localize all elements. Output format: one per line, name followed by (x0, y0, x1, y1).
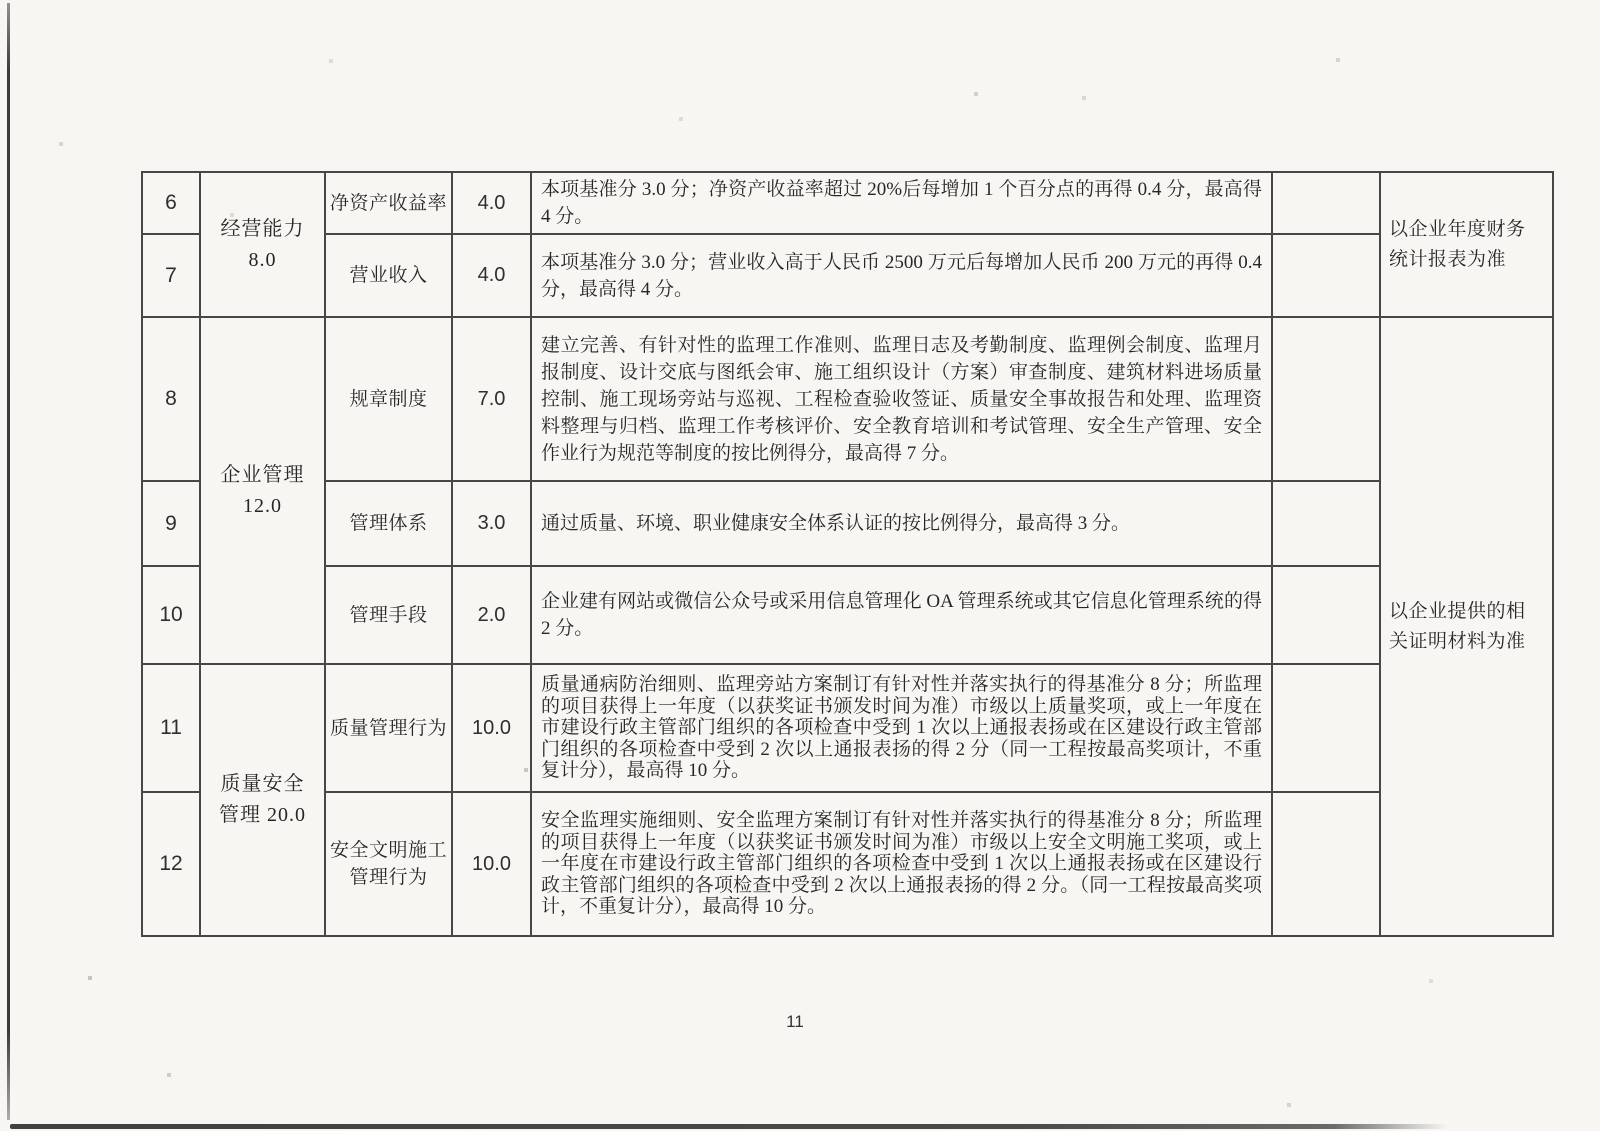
row-number-cell: 6 (142, 172, 200, 234)
score-cell: 4.0 (452, 172, 531, 234)
item-cell: 管理手段 (325, 566, 452, 664)
document-sheet (141, 171, 1554, 937)
category-weight: 8.0 (248, 248, 277, 271)
criteria-cell: 本项基准分 3.0 分；营业收入高于人民币 2500 万元后每增加人民币 200 万元的再得 0.4 分，最高得 4 分。 (531, 234, 1272, 317)
score-entry-cell (1272, 481, 1380, 566)
category-weight: 管理 20.0 (219, 804, 306, 826)
evaluation-table (141, 171, 1554, 937)
remark-cell: 以企业年度财务统计报表为准 (1380, 172, 1553, 317)
score-cell: 3.0 (452, 481, 531, 566)
item-cell: 净资产收益率 (325, 172, 452, 234)
category-label: 企业管理 (220, 463, 305, 486)
item-cell: 规章制度 (325, 317, 452, 481)
category-cell (200, 317, 325, 664)
row-number-cell: 12 (142, 792, 200, 936)
score-entry-cell (1272, 664, 1380, 792)
score-cell: 4.0 (452, 234, 531, 317)
category-cell (200, 664, 325, 936)
score-cell: 10.0 (452, 792, 531, 936)
score-cell: 10.0 (452, 664, 531, 792)
row-number-cell: 7 (142, 234, 200, 317)
table-row (142, 317, 1553, 481)
row-number-cell: 8 (142, 317, 200, 481)
row-number-cell: 11 (142, 664, 200, 792)
criteria-cell: 企业建有网站或微信公众号或采用信息管理化 OA 管理系统或其它信息化管理系统的得 2 分。 (531, 566, 1272, 664)
score-entry-cell (1272, 172, 1380, 234)
criteria-cell: 安全监理实施细则、安全监理方案制订有针对性并落实执行的得基准分 8 分；所监理的项目获得上一年度（以获奖证书颁发时间为准）市级以上安全文明施工奖项，或上一年度在市建设行政主管部门组织的各项检查中受到 1 次以上通报表扬或在区建设行政主管部门组织的各项检查中受到 2 次以上通报表扬的得 2 分。（同一工程按最高奖项计，不重复计分），最高得 10 分。 (531, 792, 1272, 936)
table-row (142, 566, 1553, 664)
row-number-cell: 9 (142, 481, 200, 566)
table-row (142, 234, 1553, 317)
score-cell: 7.0 (452, 317, 531, 481)
criteria-cell: 通过质量、环境、职业健康安全体系认证的按比例得分，最高得 3 分。 (531, 481, 1272, 566)
page-number: 11 (786, 1012, 804, 1031)
criteria-cell: 质量通病防治细则、监理旁站方案制订有针对性并落实执行的得基准分 8 分；所监理的项目获得上一年度（以获奖证书颁发时间为准）市级以上质量奖项，或上一年度在市建设行政主管部门组织的各项检查中受到 1 次以上通报表扬或在区建设行政主管部门组织的各项检查中受到 2 次以上通报表扬的得 2 分（同一工程按最高奖项计，不重复计分），最高得 10 分。 (531, 664, 1272, 792)
item-cell: 质量管理行为 (325, 664, 452, 792)
score-cell: 2.0 (452, 566, 531, 664)
table-row (142, 792, 1553, 936)
scan-bottom-band (10, 1124, 1448, 1129)
scan-speckles (0, 0, 2, 2)
table-row (142, 481, 1553, 566)
category-weight: 12.0 (243, 494, 282, 517)
category-cell (200, 172, 325, 317)
score-entry-cell (1272, 566, 1380, 664)
criteria-cell: 建立完善、有针对性的监理工作准则、监理日志及考勤制度、监理例会制度、监理月报制度、设计交底与图纸会审、施工组织设计（方案）审查制度、建筑材料进场质量控制、施工现场旁站与巡视、工程检查验收签证、质量安全事故报告和处理、监理资料整理与归档、监理工作考核评价、安全教育培训和考试管理、安全生产管理、安全作业行为规范等制度的按比例得分，最高得 7 分。 (531, 317, 1272, 481)
category-label: 质量安全 (220, 773, 305, 795)
row-number-cell: 10 (142, 566, 200, 664)
table-row (142, 172, 1553, 234)
item-cell: 营业收入 (325, 234, 452, 317)
criteria-cell: 本项基准分 3.0 分；净资产收益率超过 20%后每增加 1 个百分点的再得 0.4 分，最高得 4 分。 (531, 172, 1272, 234)
score-entry-cell (1272, 317, 1380, 481)
item-cell: 安全文明施工管理行为 (325, 792, 452, 936)
item-cell: 管理体系 (325, 481, 452, 566)
category-label: 经营能力 (220, 217, 305, 240)
table-row (142, 664, 1553, 792)
scan-edge-line (7, 3, 10, 1120)
score-entry-cell (1272, 234, 1380, 317)
score-entry-cell (1272, 792, 1380, 936)
remark-cell: 以企业提供的相关证明材料为准 (1380, 317, 1553, 936)
